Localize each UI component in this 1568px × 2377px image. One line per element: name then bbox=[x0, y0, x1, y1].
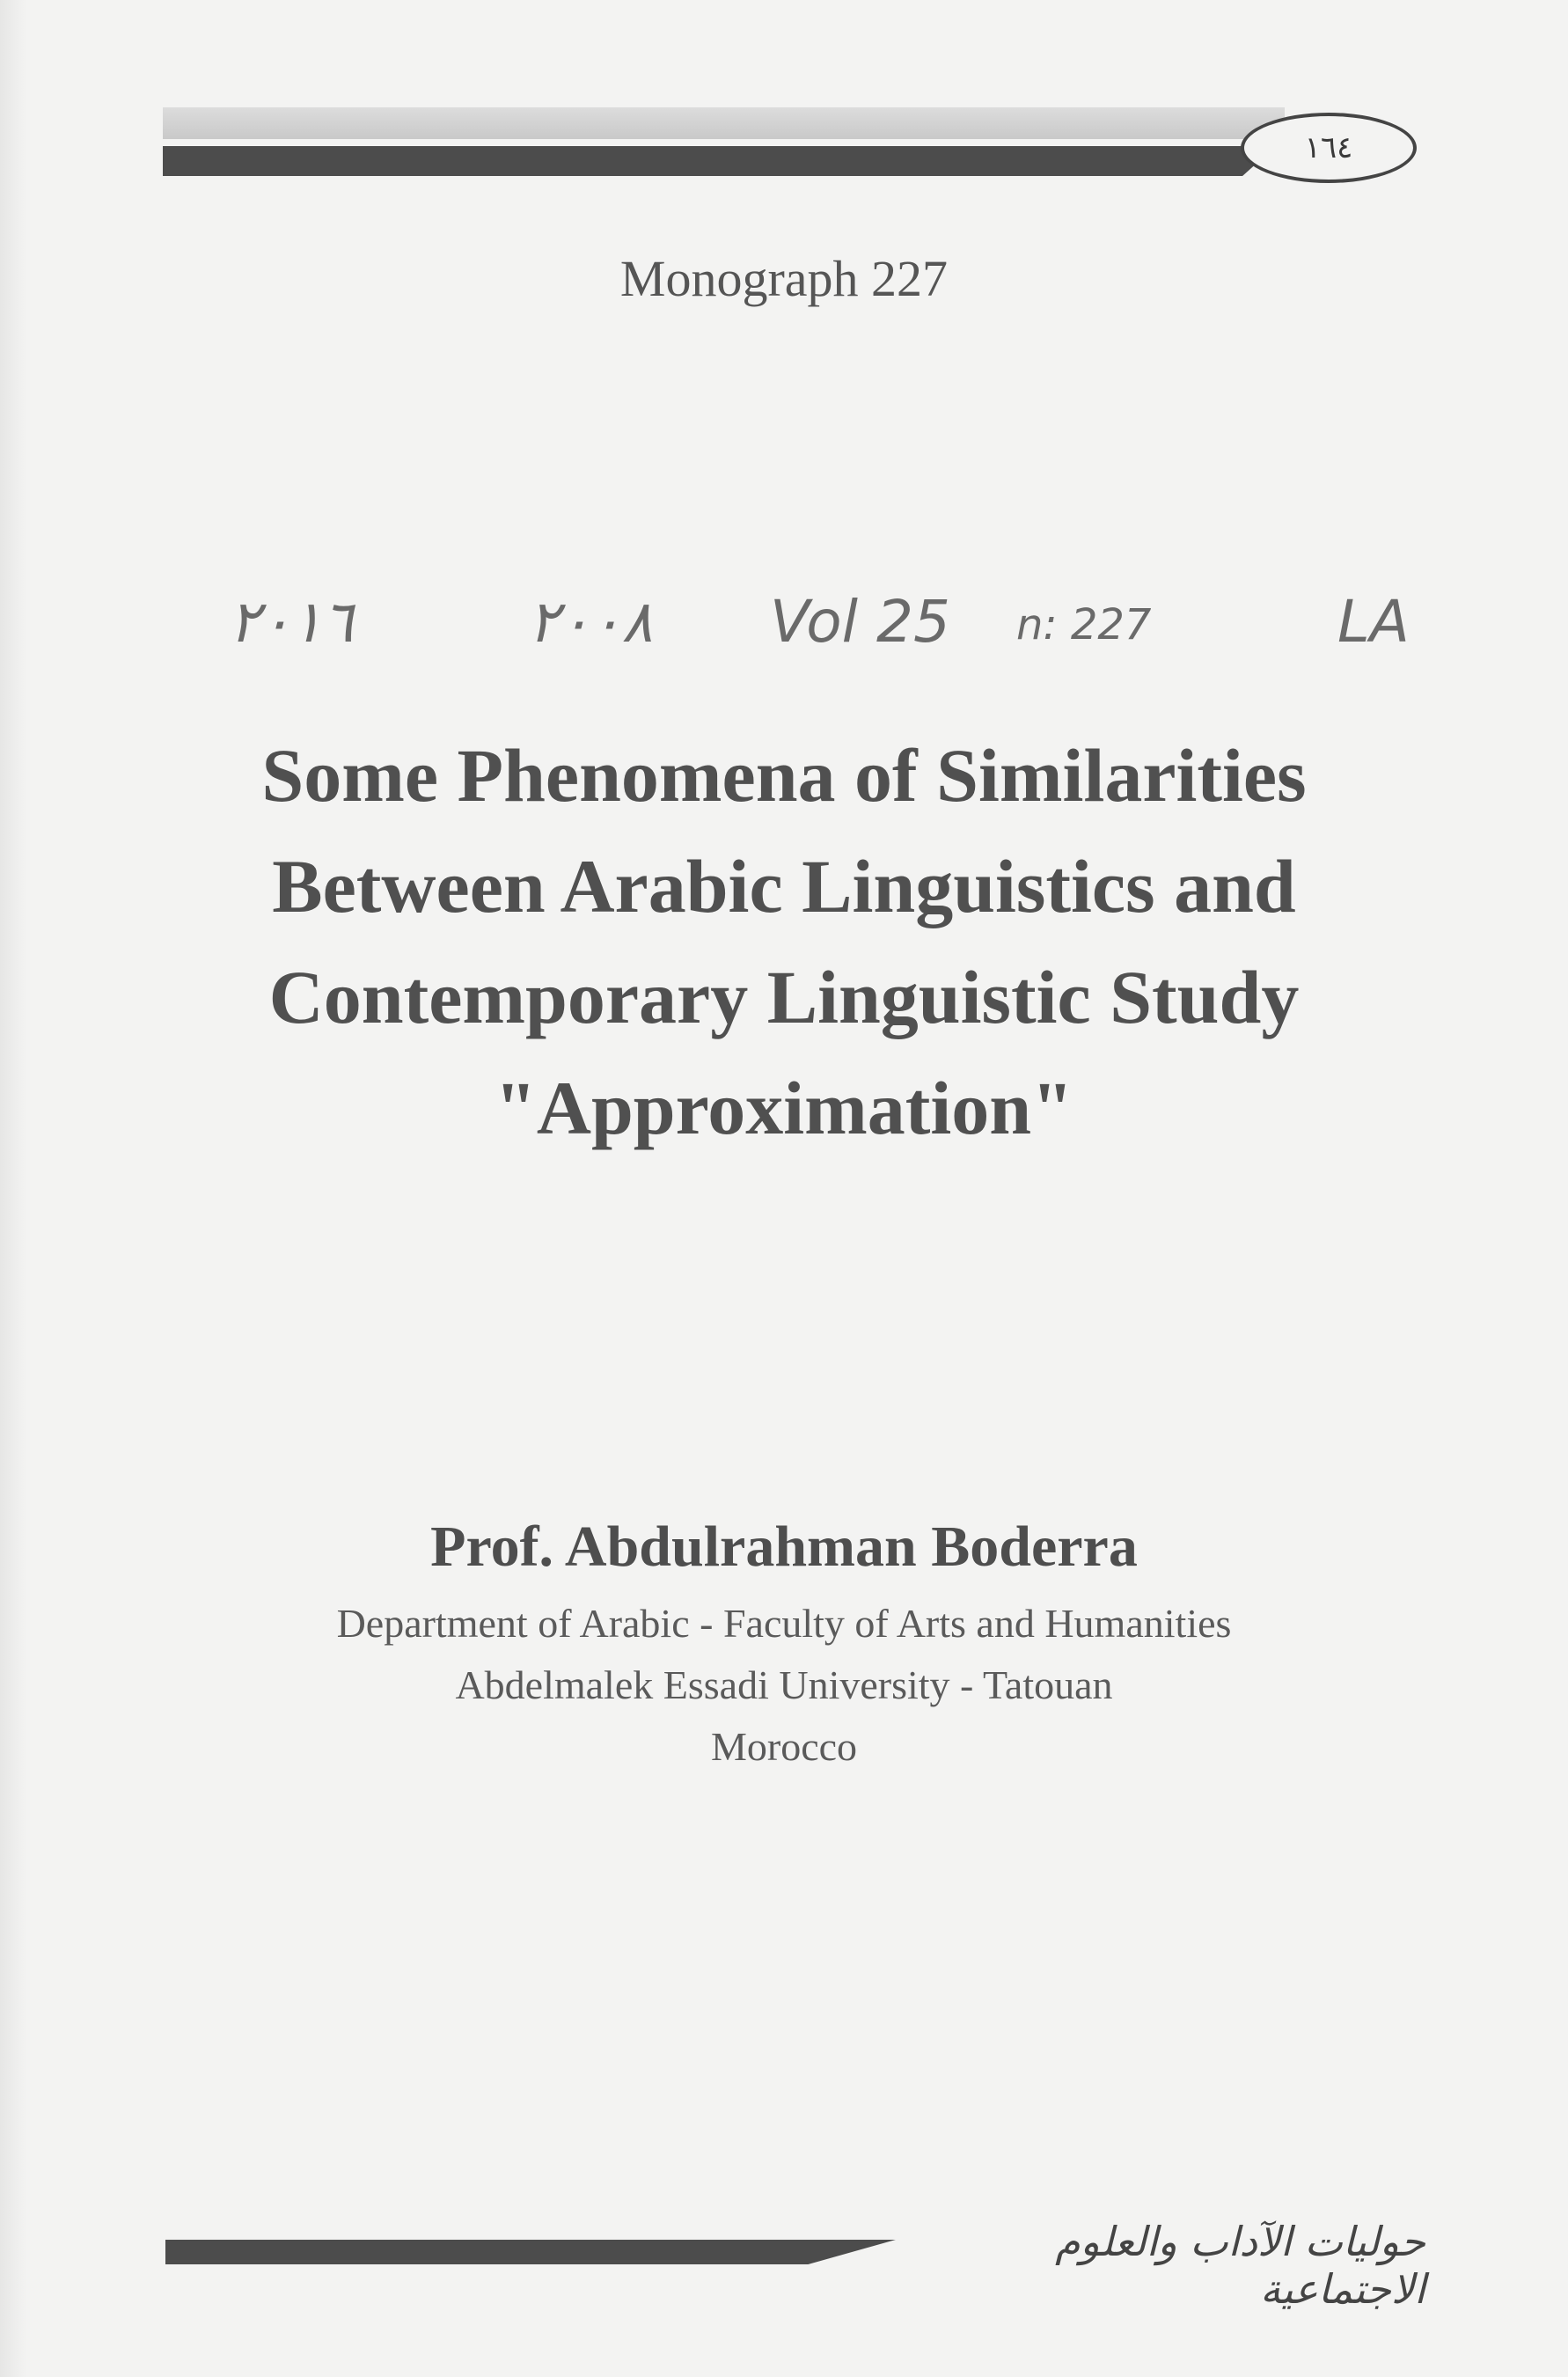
department: Department of Arabic - Faculty of Arts and Humanities bbox=[336, 1601, 1232, 1646]
author-name: Prof. Abdulrahman Boderra bbox=[430, 1515, 1138, 1579]
handwritten-notes bbox=[229, 588, 1443, 676]
title-line: Between Arabic Linguistics and bbox=[272, 844, 1296, 928]
article-title bbox=[0, 720, 1568, 1163]
handwritten-note: n: 227 bbox=[1016, 600, 1152, 649]
handwritten-note: ٢٠١٦ bbox=[229, 588, 354, 656]
page-number-badge bbox=[1241, 113, 1417, 183]
page-number: ١٦٤ bbox=[1304, 130, 1353, 165]
handwritten-note: Vol 25 bbox=[770, 588, 950, 656]
header-band-light bbox=[163, 107, 1285, 139]
header-band-dark bbox=[163, 146, 1276, 176]
country: Morocco bbox=[710, 1724, 858, 1769]
title-line: Some Phenomena of Similarities bbox=[261, 733, 1307, 818]
page-edge bbox=[0, 0, 26, 2377]
journal-name: حوليات الآداب والعلوم الاجتماعية bbox=[1055, 2218, 1425, 2313]
footer-bar bbox=[165, 2240, 896, 2264]
title-line: "Approximation" bbox=[495, 1066, 1073, 1150]
author-affiliation bbox=[0, 1593, 1568, 1778]
handwritten-note: ٢٠٠٨ bbox=[528, 588, 653, 656]
monograph-label: Monograph 227 bbox=[619, 250, 949, 307]
university: Abdelmalek Essadi University - Tatouan bbox=[455, 1662, 1113, 1707]
handwritten-note: LA bbox=[1337, 588, 1410, 656]
title-line: Contemporary Linguistic Study bbox=[268, 955, 1300, 1039]
